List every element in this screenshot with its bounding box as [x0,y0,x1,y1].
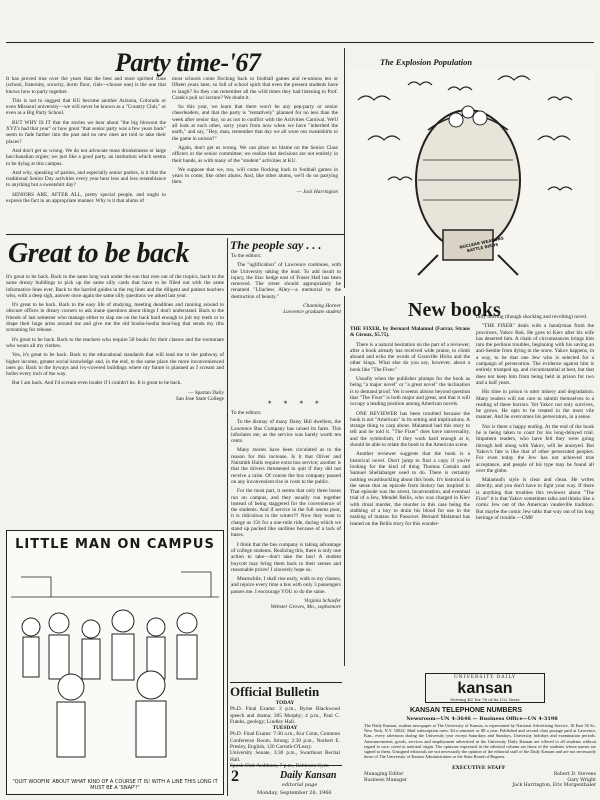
party-paragraph: So this year, we learn that there won't be any pep-party or senior cheerleaders, and that the party is "tentatively" planned for no less than the week after senior day, so as not to conflict with the Activities Carnival. We'll all look at each other, sorry years from now when we have "inherited the earth," and say, "Hey, man, remember that day we all wore our sweatshirts to the game in unison?" [172,104,338,142]
staff-names [480,772,596,789]
little-man-caption: "QUIT WOOFIN' ABOUT WHAT KIND OF A COURSE IT IS! WITH A LINE THIS LONG IT MUST BE A 'SNAP'!" [12,779,218,791]
bulletin-item [230,763,340,769]
paper-name: Daily Kansan [280,770,337,781]
great-paragraph: It's great to be back. Back to the same long wait under the sun that rose out of the tropics, back to the same dreary buildings to pick up the same silly cards that have to be filled out with the same informative lines ever. Back to the harried guides in the reg lines and the diligent and patient teachers who, with a deep sigh, answer once again the same silly questions we asked last year. [6,274,224,299]
bulletin-item: University Senate, 3:30 p.m., Swarthout Recital Hall. [230,750,340,763]
letter-line: Many stories have been circulated as to the reason for this increase. Is it that Oliver and Naismith Halls require extra bus service; another is that the drivers threatened to quit if they did not receive a raise. Of course the bus company passed on any inconvenient rise in costs to the public. [231,447,341,485]
letter-line: The "uglification" of Lawrence continues, with the University taking the lead. To add insult to injury, the lilac hedge east of Fraser Hall has been removed. The street should appropriately be renamed "Lilacless Alley—a memorial to the destruction of beauty." [231,262,341,300]
letter-line: To the dismay of many Daisy Hill dwellers, the Lawrence Bus Company has raised its fares. This infuriates me, as the service was barely worth ten cents. [231,419,341,445]
udk-name: kansan [457,680,513,697]
book-paragraph: His time in prison is utter misery and degradation. Many readers will not care to submit themselves to a reading of these horrors. Yet Yakov not only survives, he grows. He opts to be treated in the most vile manner. And he overcomes his persecutors, in a sense. [476,389,594,421]
column-divider [344,296,345,666]
book-paragraph: "THE FIXER" deals with a handyman from the provinces, Yakov Bok. He goes to Kiev after his wife has deserted him. A chain of circumstances brings him into the perilous troubles, beginning with his saving an anti-Semite from dying in the snow. Yakov happens, in a way, to be that one Jew who is selected for a campaign of persecution. The evidence against him is entirely trumped up, and circumstantial at best, but that does not keep him from being held in prison for two and a half years. [476,323,594,386]
book-paragraph: Malamud's style is clear and clean. He writes directly, and you don't have to fight your way. If there is anything that troubles this reviewer about "The Fixer" it is that Yakov sometimes talks and thinks like a comic Jew out of the American vaudeville tradition. But maybe the comic Jew talks that way out of his long heritage of trouble.—CMP [476,477,594,521]
party-headline: Party time-'67 [115,48,261,77]
party-paragraph: And why, speaking of parties, and especially senior parties, is it that the traditional Senior Day activities every year bear less and less resemblance to anything but a sweatshirt day? [6,169,166,189]
column-divider [344,48,345,288]
books-column-2 [476,314,594,668]
letter-1-signature-title: Lawrence graduate student [283,309,341,316]
issue-date: Monday, September 26, 1966 [257,790,332,796]
masthead-rule [230,765,342,766]
people-say-headline: The people say . . . [230,238,322,252]
books-column-1 [350,326,470,668]
publication-notice [364,723,596,763]
party-paragraph: SENIORS ARE, AFTER ALL, pretty special people, and ought to express the fact in an appropriate manner. Why is it that alums of [6,191,166,205]
bomb-label: NUCLEAR WEAPONS BATTLE BIRDS [458,235,505,254]
letter-line: To the editors: [231,410,262,416]
bulletin-item: Ph.D. Final Exams: 2 p.m., Byrne Blackwood speech and drama; 305 Murphy; 4 p.m., Paul C. Franks, geology; Lindley Hall. [230,706,340,725]
letter-line: I think that the bus company is taking advantage of college students. Realizing this, there is only one action to take—don't take the bus! A student boycott may bring them back to their senses and reasonable prices! I sincerely hope so. [231,541,341,573]
bulletin-day: TODAY [275,700,295,706]
editorial-page-label: editorial page [282,782,318,788]
staff-name: Robert D. Stevens [553,772,596,777]
party-paragraph: We suppose that we, too, will come flocking back to football games in years to come, like other alums. And, like other alums, we'll do no partying then. [172,166,338,186]
party-paragraph: BUT WHY IS IT that the stories we hear about "the big blowout the XYZ's had that year" or how great "that senior party was a few years back" seem to fade farther into the past and no new ones are told to take their places? [6,119,166,145]
executive-staff-heading: EXECUTIVE STAFF [452,765,506,771]
staff-name: Jack Harrington, Eric Morgenthaler [512,783,596,789]
book-paragraph: ONE REVIEWER has been troubled because the book is not "American" in its setting and implications. A strange thing to carp about. Malamud had this story to tell and he told it. "The Fixer" does have universality, and the symbolism, if they work hard enough at it, should be able to relate the book to the American scene. [350,410,470,449]
bulletin-body [230,700,340,762]
column-divider [227,238,228,796]
letter-1-signature: Channing Horner [303,303,341,310]
bulletin-day: TUESDAY [272,725,298,732]
bulletin-rule [230,682,342,683]
letter-1 [231,253,341,396]
book-heading: THE FIXER, by Bernard Malamud (Farrar, Straus & Giroux, $5.75). [350,326,470,339]
page-number: 2 [231,768,239,785]
udk-logo [425,673,545,703]
great-column [6,274,224,494]
section-rule [6,234,344,235]
party-paragraph: most schools come flocking back to football games and re-unions ten or fifteen years later, so full of school spirit that even the present students have to laugh? So they can remember all the wild times they had listening to Prof. Crank's poli sci lecture? We doubt it. [172,76,338,101]
bulletin-item: Ph.D. Final Exams: 7-30 a.m., Kur Conn, Common Conference Room, Strong; 2:30 p.m., Norbert E. Presley, English, 120 Carruth-O'Leary. [230,731,340,751]
great-paragraph: It's great to be back. Back to the easy life of studying, meeting deadlines and running around to obscure offices in dreary corners to ask inane questions about things I don't understand. Back to the friends of last semester who manage either to slap me on the back hard enough to jolt my teeth or to drape their huge arms around me and give me the old booba-hooba bear-hug that sends my ribs screaming for release. [6,302,224,334]
staff-title: Business Manager [364,777,408,783]
letter-2 [231,410,341,680]
staff-listing [364,772,596,796]
book-paragraph: fully moving (though shocking and revolting) novel. [476,314,588,320]
party-paragraph: And don't get us wrong. We do not advocate mass drunkenness or large bacchanalian orgies; we just like a good party, an institution which seems to be dying at this campus. [6,147,166,167]
letter-line: Meanwhile, I shall rise early, walk to my classes, and rejoice every time a bus with only 3 passengers passes me. I encourage YOU to do the same. [231,576,341,595]
telephone-numbers: Newsroom—UN 4-3646 — Business Office—UN 4-3198 [406,716,558,722]
party-paragraph: Again, don't get us wrong. We can place no blame on the Senior Class officers or the senior committee; we realize that decisions are not entirely in their hands, as with many of the "student" activities at KU. [172,144,338,164]
great-paragraph: It's great to be back. Back to the teachers who require 50 books for their classes and the roommate who wears all my clothes. [6,336,224,349]
letter-line: To the editors: [231,253,262,259]
book-paragraph: There is a natural hesitation on the part of a reviewer, after a book already has received wide praise, to climb aboard and echo the words of Granville Hicks and the other kings. What else do you say, however, about a book like "The Fixer." [350,341,470,373]
great-paragraph: But I am back. And I'd scream even louder if I couldn't be. It is great to be back. [12,380,182,387]
bulletin-title: Official Bulletin [230,684,320,699]
party-column-2 [172,76,338,234]
staff-name: Gary Wright [567,777,596,783]
party-column-1 [6,76,166,234]
udk-tagline: Serving KU for 76 of its 102 Years [450,697,520,702]
party-paragraph: This is not to suggest that KU become another Arizona, Colorado or even Missouri university—we will never be known as a "Country Club," or even as a Big Party School. [6,97,166,117]
book-paragraph: Usually when the publisher plumps for the book as being "a major novel" or "a great novel" the inclination is to demand proof. Yet it seems almost beyond question that "The Fixer" is both major and great, and that it will occupy a leading position among American novels. [350,376,470,408]
book-paragraph: Nor is there a happy ending. At the end of the book he is being taken to court for his long-delayed trial. Impatient readers, who have felt they were going through hell along with Yakov, will be annoyed. But Yakov's fate is like that of other persecuted peoples. For even today the Jew has not achieved true acceptance, and people of his type may be found all over the globe. [476,423,594,474]
great-signature: — Spartan Daily [188,389,224,396]
staff-title: Managing Editor [364,772,404,777]
great-paragraph: Yes, it's great to be back. Back to the educational standards that will lead me to the pathway of higher income, greater social knowledge and, in the end, to the same place the more inconvenienced ones go. Back to the byways and ivy-covered buildings where my future is planned as I scream and holler every inch of the way. [6,352,224,378]
great-signature-school: San Jose State College [175,396,224,403]
letter-2-signature: Virginia Schaefer [304,598,341,605]
great-headline: Great to be back [8,238,189,269]
publication-notice-text: The Daily Kansan, student newspaper at The University of Kansas, is represented by National Advertising Service, 18 East 50 St., New York, N.Y. 10022. Mail subscription rates: $4 a semester or $8 a year. Published and second class postage paid at Lawrence, Kan., every afternoon during the University year except Saturdays and Sundays, University holidays and examination periods. Announcements, goods, services and employment advertised in the University Daily Kansan are offered to all students without regard to race, creed or national origin. The opinions expressed in the editorial column are those of the students whose names are signed to them. Unsigned editorials are not necessarily the opinion of the editorial staff of the Daily Kansan and are not necessarily those of The University of Kansas Administration or the State Board of Regents. [364,723,596,760]
new-books-headline: New books [408,299,501,321]
staff-titles [364,772,480,783]
letter-line: For the most part, it seems that only three buses run on campus, and they usually run together instead of being staggered for the convenience of the students. And if service in the full seems poor, it is ridiculous in the winter!!! Now they want to charge us 15¢ for a one-mile ride, during which we stand up packed like sardines because of a lack of buses. [231,488,341,539]
udk-top-label: UNIVERSITY DAILY [454,675,516,680]
party-paragraph: It has proved true over the years that the best and most spirited class (school, fraternity, sorority, dorm floor, club—choose one) is the one that knows how to party together. [6,76,166,95]
little-man-title: LITTLE MAN ON CAMPUS [15,537,215,552]
party-signature: — Jack Harrington [296,188,338,195]
little-man-illustration [11,557,219,767]
little-man-cartoon [6,530,224,795]
separator-stars: * * * * [268,400,324,408]
book-paragraph: Another reviewer suggests that the book is a historical novel. Don't jump to find a copy if you're looking for the kind of thing Thomas Costain and Samuel Shellabarger used to do. There is certainly nothing swashbuckling about this book. It's historical in the sense that an episode from history has inspired it. That episode was the arrest, incarceration, and eventual trial of a Jew, Mendel Beilis, who was charged in Kiev with ritual murder, the murder in this case being the stabbing of a boy to drain his blood for use in the making of matzos for Passover. Bernard Malamud has leaned on the Beilis story for this wonder- [350,451,470,527]
telephone-title: KANSAN TELEPHONE NUMBERS [410,707,523,714]
letter-2-signature-title: Webster Groves, Mo., sophomore [270,604,341,611]
explosion-cartoon-title: The Explosion Population [380,57,473,67]
top-rule [6,42,594,43]
